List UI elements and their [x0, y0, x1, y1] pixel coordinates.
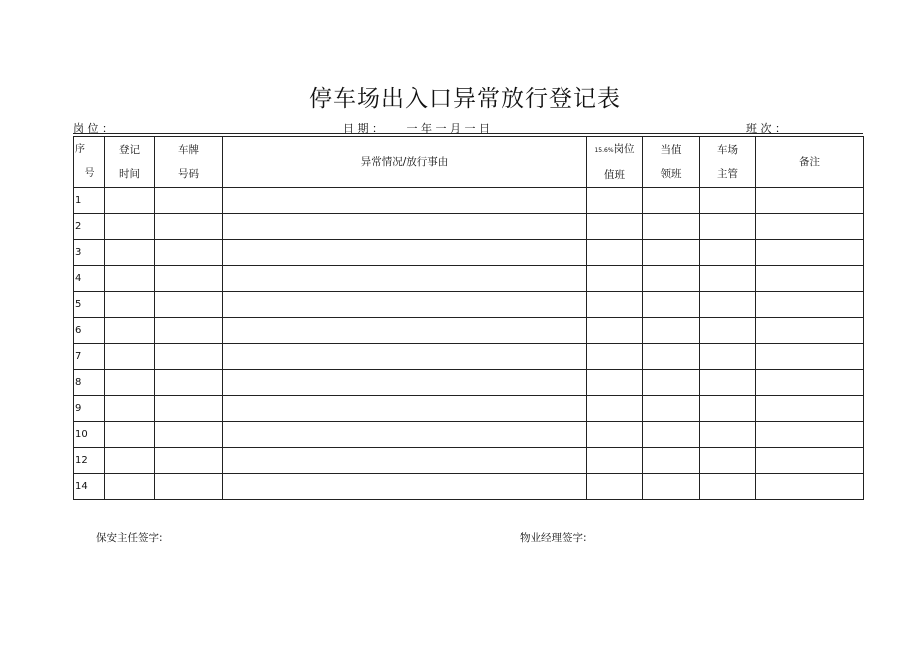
table-cell[interactable]: [700, 240, 756, 266]
table-cell[interactable]: [587, 396, 643, 422]
col-reason: [223, 137, 587, 188]
col-post-duty-line1: 岗位: [613, 143, 635, 155]
table-cell[interactable]: [587, 240, 643, 266]
table-cell[interactable]: [105, 370, 155, 396]
table-cell[interactable]: [643, 474, 700, 500]
table-cell[interactable]: [756, 318, 864, 344]
row-number: 6: [74, 318, 105, 344]
table-cell[interactable]: [105, 266, 155, 292]
row-number: 9: [74, 396, 105, 422]
table-cell[interactable]: [223, 448, 587, 474]
table-row: [74, 422, 864, 448]
col-shift-leader: [643, 137, 700, 188]
table-row: [74, 292, 864, 318]
table-cell[interactable]: [643, 318, 700, 344]
table-cell[interactable]: [155, 266, 223, 292]
col-shift-leader-line1: 当值: [660, 144, 682, 156]
table-cell[interactable]: [223, 370, 587, 396]
shift-label: 班 次 ：: [746, 122, 786, 135]
col-register-time: [105, 137, 155, 188]
row-number: 8: [74, 370, 105, 396]
table-cell[interactable]: [105, 188, 155, 214]
row-number: 10: [74, 422, 105, 448]
table-cell[interactable]: [700, 422, 756, 448]
table-cell[interactable]: [155, 318, 223, 344]
col-shift-leader-line2: 领班: [660, 168, 682, 180]
table-cell[interactable]: [756, 448, 864, 474]
property-manager-signature: 物业经理签字:: [520, 532, 587, 544]
col-register-time-line1: 登记: [119, 144, 140, 156]
row-number: 14: [74, 474, 105, 500]
table-cell[interactable]: [587, 266, 643, 292]
header-rule: [73, 133, 863, 134]
row-number: 7: [74, 344, 105, 370]
table-cell[interactable]: [700, 292, 756, 318]
table-cell[interactable]: [223, 266, 587, 292]
date-label: 日 期 ：: [343, 122, 383, 135]
table-cell[interactable]: [700, 448, 756, 474]
table-row: [74, 370, 864, 396]
table-cell[interactable]: [643, 266, 700, 292]
post-label: 岗 位 ：: [73, 122, 113, 135]
table-cell[interactable]: [155, 422, 223, 448]
table-cell[interactable]: [643, 344, 700, 370]
table-cell[interactable]: [756, 292, 864, 318]
table-cell[interactable]: [223, 318, 587, 344]
col-plate-number: [155, 137, 223, 188]
security-supervisor-signature: 保安主任签字:: [96, 532, 163, 544]
col-reason-label: 异常情况/放行事由: [360, 156, 449, 168]
table-cell[interactable]: [756, 422, 864, 448]
table-cell[interactable]: [700, 396, 756, 422]
table-cell[interactable]: [700, 266, 756, 292]
table-cell[interactable]: [756, 474, 864, 500]
table-cell[interactable]: [155, 396, 223, 422]
table-cell[interactable]: [223, 214, 587, 240]
table-row: [74, 214, 864, 240]
table-cell[interactable]: [155, 188, 223, 214]
table-cell[interactable]: [155, 240, 223, 266]
table-row: [74, 396, 864, 422]
header-row: [74, 137, 864, 188]
table-cell[interactable]: [700, 188, 756, 214]
table-cell[interactable]: [643, 240, 700, 266]
table-cell[interactable]: [643, 292, 700, 318]
table-cell[interactable]: [155, 344, 223, 370]
table-cell[interactable]: [105, 214, 155, 240]
table-cell[interactable]: [756, 188, 864, 214]
col-seq-line1: 序: [75, 144, 85, 155]
table-row: [74, 474, 864, 500]
col-post-duty: [587, 137, 643, 188]
col-lot-supervisor-line2: 主管: [717, 168, 738, 180]
col-remarks-label: 备注: [799, 156, 820, 168]
table-cell[interactable]: [587, 448, 643, 474]
table-cell[interactable]: [700, 214, 756, 240]
table-row: [74, 240, 864, 266]
date-blanks: 一 年 一 月 一 日: [406, 122, 490, 135]
table-cell[interactable]: [643, 448, 700, 474]
table-cell[interactable]: [155, 292, 223, 318]
table-cell[interactable]: [155, 474, 223, 500]
table-cell[interactable]: [587, 318, 643, 344]
table-cell[interactable]: [105, 318, 155, 344]
table-cell[interactable]: [105, 240, 155, 266]
table-cell[interactable]: [223, 396, 587, 422]
table-cell[interactable]: [643, 422, 700, 448]
table-cell[interactable]: [643, 188, 700, 214]
col-plate-number-line1: 车牌: [178, 144, 199, 156]
table-cell[interactable]: [223, 344, 587, 370]
table-cell[interactable]: [643, 396, 700, 422]
table-cell[interactable]: [700, 344, 756, 370]
table-cell[interactable]: [756, 396, 864, 422]
table-cell[interactable]: [105, 422, 155, 448]
col-lot-supervisor: [700, 137, 756, 188]
row-number: 2: [74, 214, 105, 240]
table-cell[interactable]: [587, 214, 643, 240]
table-cell[interactable]: [756, 214, 864, 240]
table-row: [74, 318, 864, 344]
form-title: 停车场出入口异常放行登记表: [309, 86, 621, 112]
table-cell[interactable]: [756, 370, 864, 396]
table-cell[interactable]: [643, 214, 700, 240]
table-row: [74, 344, 864, 370]
table-cell[interactable]: [105, 474, 155, 500]
table-cell[interactable]: [223, 422, 587, 448]
table-cell[interactable]: [105, 448, 155, 474]
table-cell[interactable]: [223, 474, 587, 500]
table-cell[interactable]: [587, 422, 643, 448]
col-seq: [74, 137, 105, 188]
table-cell[interactable]: [155, 370, 223, 396]
row-number: 12: [74, 448, 105, 474]
col-post-duty-line2: 值班: [604, 169, 625, 181]
register-table: [73, 136, 864, 500]
table-row: [74, 188, 864, 214]
table-cell[interactable]: [756, 266, 864, 292]
table-cell[interactable]: [587, 292, 643, 318]
table-row: [74, 266, 864, 292]
table-cell[interactable]: [587, 188, 643, 214]
row-number: 4: [74, 266, 105, 292]
col-seq-line2: 号: [84, 168, 95, 179]
table-cell[interactable]: [756, 240, 864, 266]
table-cell[interactable]: [223, 240, 587, 266]
table-cell[interactable]: [700, 370, 756, 396]
table-cell[interactable]: [105, 344, 155, 370]
table-cell[interactable]: [700, 318, 756, 344]
table-cell[interactable]: [223, 292, 587, 318]
col-remarks: [756, 137, 864, 188]
row-number: 1: [74, 188, 105, 214]
table-row: [74, 448, 864, 474]
table-cell[interactable]: [756, 344, 864, 370]
table-cell[interactable]: [155, 448, 223, 474]
table-cell[interactable]: [155, 214, 223, 240]
table-cell[interactable]: [700, 474, 756, 500]
row-number: 3: [74, 240, 105, 266]
row-number: 5: [74, 292, 105, 318]
table-cell[interactable]: [223, 188, 587, 214]
table-cell[interactable]: [643, 370, 700, 396]
table-cell[interactable]: [587, 344, 643, 370]
col-post-duty-prefix: 15.6%: [594, 147, 614, 154]
col-register-time-line2: 时间: [119, 168, 140, 180]
table-cell[interactable]: [587, 474, 643, 500]
col-lot-supervisor-line1: 车场: [717, 144, 738, 156]
table-cell[interactable]: [587, 370, 643, 396]
col-plate-number-line2: 号码: [178, 168, 199, 180]
table-cell[interactable]: [105, 396, 155, 422]
table-cell[interactable]: [105, 292, 155, 318]
